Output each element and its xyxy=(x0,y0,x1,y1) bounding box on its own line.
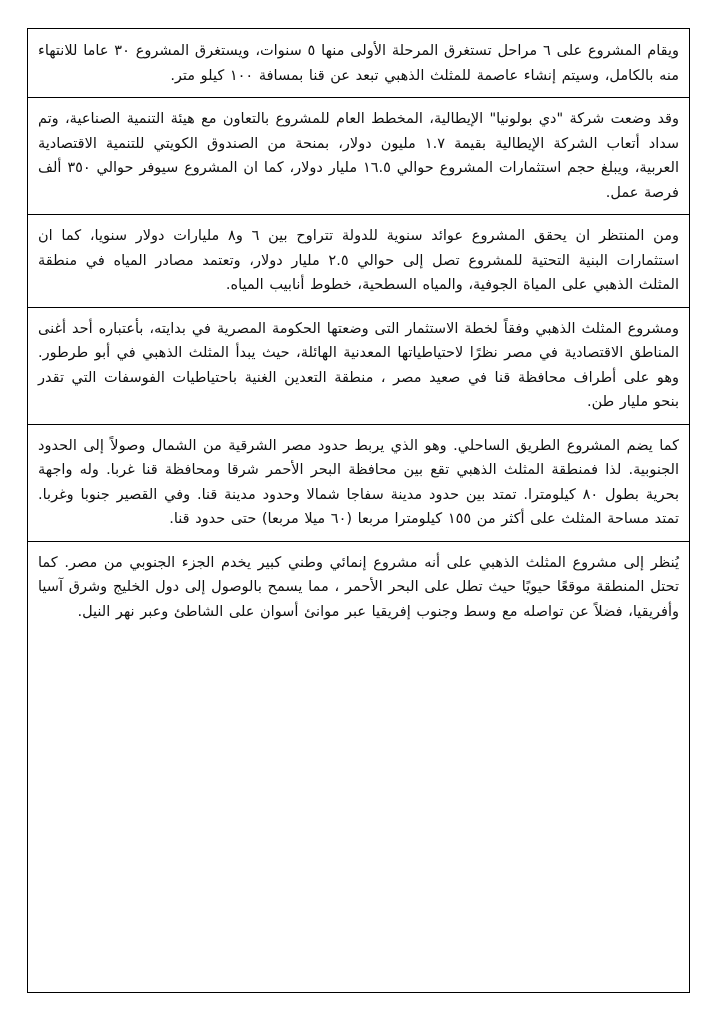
paragraph-mineral-reserves: ومشروع المثلث الذهبي وفقاً لخطة الاستثمار التى وضعتها الحكومة المصرية في بدايته، بأعتباره أحد أغنى المناطق الاقتصادية في مصر نظرًا لاحتياطياتها المعدنية الهائلة، حيث يبدأ المثلث الذهبي في أبو طرطور. وهو على أطراف محافظة قنا في صعيد مصر ، منطقة التعدين الغنية باحتياطيات الفوسفات التي تقدر بنحو مليار طن. xyxy=(38,320,679,410)
document-page xyxy=(27,28,690,993)
paragraph-divider xyxy=(28,307,689,308)
paragraph-coastal-road: كما يضم المشروع الطريق الساحلي. وهو الذي يربط حدود مصر الشرقية من الشمال وصولاً إلى الحدود الجنوبية. لذا فمنطقة المثلث الذهبي تقع بين محافظة البحر الأحمر شرقا ومحافظة قنا غربا. وله واجهة بحرية بطول ٨٠ كيلومترا. تمتد بين حدود مدينة سفاجا شمالا وحدود مدينة قنا. وفي القصير جنوبا وغربا. تمتد مساحة المثلث على أكثر من ١٥٥ كيلومترا مربعا (٦٠ ميلا مربعا) حتى حدود قنا. xyxy=(38,437,679,527)
paragraph-divider xyxy=(28,424,689,425)
paragraph-annual-returns: ومن المنتظر ان يحقق المشروع عوائد سنوية للدولة تتراوح بين ٦ و٨ مليارات دولار سنويا، كما ان استثمارات البنية التحتية للمشروع تصل إلى حوالي ٢.٥ مليار دولار، وتعتمد مصادر المياه في منطقة المثلث الذهبي على المياة الجوفية، والمياه السطحية، خطوط أنابيب المياه. xyxy=(38,228,680,293)
paragraph-national-project: يُنظر إلى مشروع المثلث الذهبي على أنه مشروع إنمائي وطني كبير يخدم الجزء الجنوبي من مصر. كما تحتل المنطقة موقعًا حيويًا حيث تطل على البحر الأحمر ، مما يسمح بالوصول إلى دول الخليج وشرق آسيا وأفريقيا، فضلاً عن تواصله مع وسط وجنوب إفريقيا عبر موانئ أسوان على الشاطئ وعبر نهر النيل. xyxy=(38,554,679,620)
paragraph-master-plan: وقد وضعت شركة "دي بولونيا" الإيطالية، المخطط العام للمشروع بالتعاون مع هيئة التنمية الصناعية، وتم سداد أتعاب الشركة الإيطالية بقيمة ١.٧ مليون دولار، بمنحة من الصندوق الكويتي للتنمية الاقتصادية العربية، ويبلغ حجم استثمارات المشروع حوالي ١٦.٥ مليار دولار، كما ان المشروع سيوفر حوالي ٣٥٠ ألف فرصة عمل. xyxy=(38,111,679,201)
paragraph-project-phases: ويقام المشروع على ٦ مراحل تستغرق المرحلة الأولى منها ٥ سنوات، ويستغرق المشروع ٣٠ عاما للانتهاء منه بالكامل، وسيتم إنشاء عاصمة للمثلث الذهبي تبعد عن قنا بمسافة ١٠٠ كيلو متر. xyxy=(38,43,679,84)
paragraph-divider xyxy=(28,214,689,215)
paragraph-divider xyxy=(28,97,689,98)
paragraph-divider xyxy=(28,541,689,542)
